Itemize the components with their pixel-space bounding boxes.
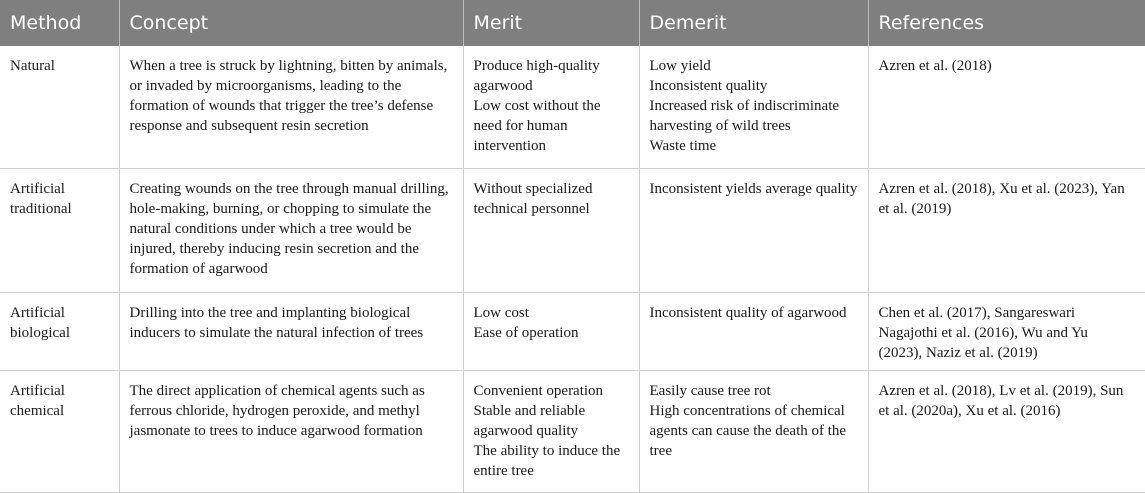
- references-cell: Azren et al. (2018): [868, 46, 1145, 168]
- header-references: References: [868, 0, 1145, 46]
- demerit-item: Inconsistent quality of agarwood: [649, 304, 847, 321]
- table-row: [0, 370, 1145, 492]
- demerit-item: Inconsistent yields average quality: [649, 180, 858, 197]
- demerit-item: Low yield: [649, 58, 711, 74]
- merit-item: Convenient operation: [473, 382, 604, 399]
- demerit-item: Easily cause tree rot: [649, 382, 771, 399]
- concept-cell: The direct application of chemical agents such as ferrous chloride, hydrogen peroxide, and methyl jasmonate to trees to induce agarwood formation: [119, 370, 463, 492]
- demerit-item: Waste time: [649, 138, 717, 154]
- header-row: [0, 0, 1145, 46]
- merit-cell: [463, 292, 639, 370]
- header-concept: Concept: [119, 0, 463, 46]
- references-cell: Chen et al. (2017), Sangareswari Nagajothi et al. (2016), Wu and Yu (2023), Naziz et al. (2019): [868, 292, 1145, 370]
- method-cell: Artificial chemical: [0, 370, 119, 492]
- header-demerit: Demerit: [639, 0, 868, 46]
- concept-cell: Drilling into the tree and implanting biological inducers to simulate the natural infection of trees: [119, 292, 463, 370]
- merit-item: Low cost without the need for human intervention: [473, 98, 601, 154]
- demerit-item: High concentrations of chemical agents can cause the death of the tree: [649, 402, 847, 459]
- demerit-cell: [639, 292, 868, 370]
- demerit-cell: [639, 168, 868, 292]
- table-row: [0, 292, 1145, 370]
- merit-item: Produce high-quality agarwood: [473, 58, 600, 94]
- method-cell: Artificial traditional: [0, 168, 119, 292]
- demerit-cell: [639, 46, 868, 168]
- concept-cell: Creating wounds on the tree through manual drilling, hole-making, burning, or chopping to simulate the natural conditions under which a tree would be injured, thereby inducing resin secretion and the formation of agarwood: [119, 168, 463, 292]
- demerit-cell: [639, 370, 868, 492]
- method-cell: Artificial biological: [0, 292, 119, 370]
- merit-item: Ease of operation: [473, 324, 579, 341]
- concept-cell: When a tree is struck by lightning, bitten by animals, or invaded by microorganisms, leading to the formation of wounds that trigger the tree’s defense response and subsequent resin secretion: [119, 46, 463, 168]
- table-row: [0, 46, 1145, 168]
- merit-item: Without specialized technical personnel: [473, 180, 593, 217]
- merit-item: Stable and reliable agarwood quality: [473, 402, 586, 439]
- demerit-item: Increased risk of indiscriminate harvesting of wild trees: [649, 98, 840, 134]
- table-row: [0, 168, 1145, 292]
- merit-item: Low cost: [473, 304, 529, 321]
- header-method: Method: [0, 0, 119, 46]
- merit-item: The ability to induce the entire tree: [473, 442, 621, 479]
- demerit-item: Inconsistent quality: [649, 78, 768, 94]
- method-cell: Natural: [0, 46, 119, 168]
- references-cell: Azren et al. (2018), Xu et al. (2023), Yan et al. (2019): [868, 168, 1145, 292]
- merit-cell: [463, 370, 639, 492]
- merit-cell: [463, 46, 639, 168]
- references-cell: Azren et al. (2018), Lv et al. (2019), Sun et al. (2020a), Xu et al. (2016): [868, 370, 1145, 492]
- header-merit: Merit: [463, 0, 639, 46]
- merit-cell: [463, 168, 639, 292]
